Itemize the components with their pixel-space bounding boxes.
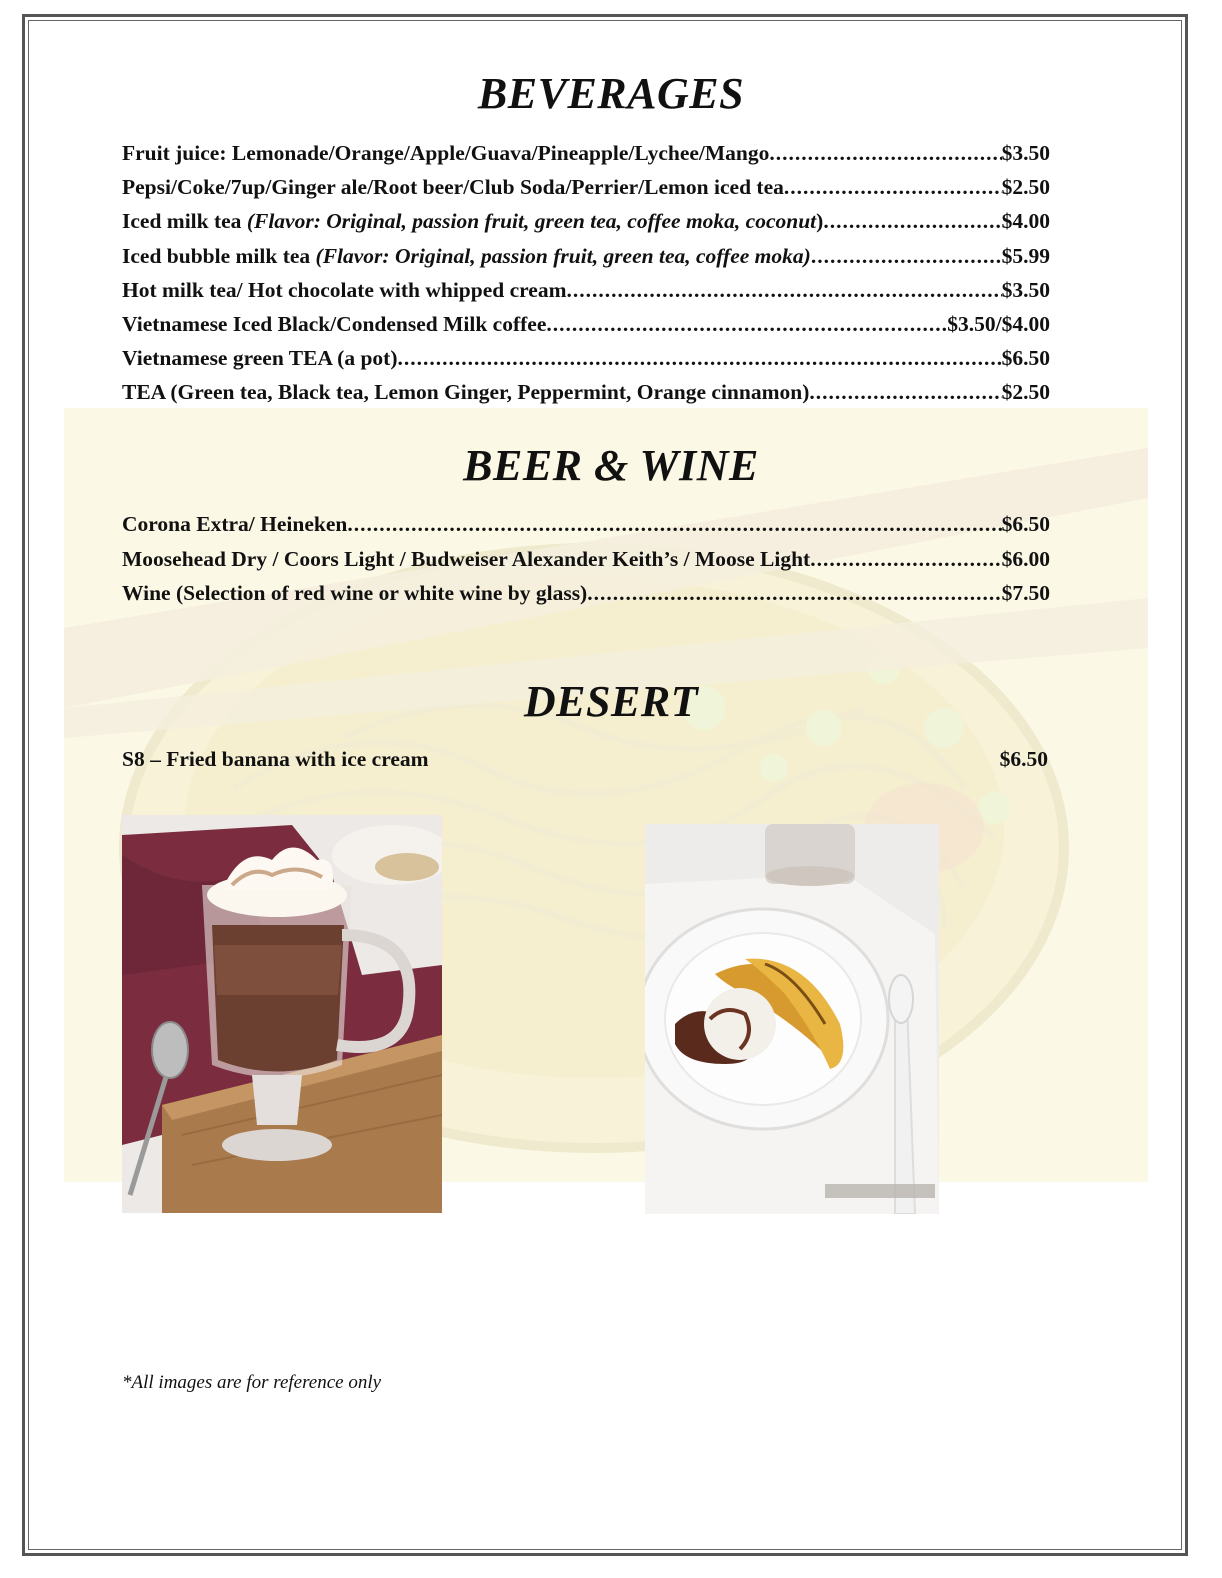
item-name: Pepsi/Coke/7up/Ginger ale/Root beer/Club Soda/Perrier/Lemon iced tea — [122, 175, 784, 199]
item-price: $4.00 — [1001, 209, 1050, 233]
menu-item-wine — [122, 581, 1050, 609]
item-suffix: ) — [816, 209, 824, 233]
leader-dots — [811, 244, 1002, 269]
item-price: $3.50 — [1001, 278, 1050, 302]
item-name: Corona Extra/ Heineken — [122, 512, 348, 536]
item-name: Wine (Selection of red wine or white wine by glass) — [122, 581, 588, 605]
leader-dots — [587, 581, 1001, 606]
item-price: $3.50/$4.00 — [947, 312, 1050, 336]
item-name: Hot milk tea/ Hot chocolate with whipped cream — [122, 278, 567, 302]
item-price: $6.00 — [1001, 547, 1050, 571]
item-price: $2.50 — [1001, 380, 1050, 404]
item-price: $5.99 — [1001, 244, 1050, 268]
menu-item-corona-heineken — [122, 512, 1050, 540]
leader-dots — [347, 512, 1001, 537]
item-flavor: (Flavor: Original, passion fruit, green tea, coffee moka) — [315, 244, 811, 268]
menu-item-vietnamese-green-tea — [122, 346, 1050, 374]
item-name: TEA (Green tea, Black tea, Lemon Ginger, Peppermint, Orange cinnamon) — [122, 380, 810, 404]
menu-item-vietnamese-coffee — [122, 312, 1050, 340]
menu-item-hot-milk-tea — [122, 278, 1050, 306]
item-name: Fruit juice: Lemonade/Orange/Apple/Guava/Pineapple/Lychee/Mango — [122, 141, 770, 165]
fried-banana-photo-icon — [645, 824, 939, 1214]
item-name-text: Iced milk tea — [122, 209, 247, 233]
menu-item-iced-bubble-milk-tea — [122, 244, 1050, 272]
item-flavor: (Flavor: Original, passion fruit, green tea, coffee moka, coconut — [246, 209, 817, 233]
item-price: $2.50 — [1001, 175, 1050, 199]
footnote: *All images are for reference only — [122, 1372, 382, 1393]
item-price: $6.50 — [1001, 346, 1050, 370]
leader-dots — [809, 380, 1001, 405]
leader-dots — [769, 141, 1001, 166]
menu-item-fried-banana — [122, 747, 1048, 775]
leader-dots — [567, 278, 1002, 303]
item-name: Vietnamese green TEA (a pot) — [122, 346, 398, 370]
menu-item-sodas — [122, 175, 1050, 203]
item-name: S8 – Fried banana with ice cream — [122, 747, 429, 771]
menu-item-beers — [122, 547, 1050, 575]
item-name — [122, 244, 811, 269]
item-name: Moosehead Dry / Coors Light / Budweiser Alexander Keith’s / Moose Light — [122, 547, 811, 571]
menu-item-iced-milk-tea — [122, 209, 1050, 237]
leader-dots — [823, 209, 1001, 234]
leader-dots — [810, 547, 1001, 572]
menu-item-fruit-juice — [122, 141, 1050, 169]
beverages-heading: BEVERAGES — [477, 69, 745, 118]
beer-wine-heading: BEER & WINE — [463, 441, 759, 490]
item-price: $6.50 — [1001, 512, 1050, 536]
item-name — [122, 209, 823, 234]
item-name-text: Iced bubble milk tea — [122, 244, 316, 268]
leader-dots — [546, 312, 947, 337]
hot-chocolate-photo-icon — [122, 815, 442, 1213]
item-price: $7.50 — [1001, 581, 1050, 605]
item-price: $3.50 — [1001, 141, 1050, 165]
item-name: Vietnamese Iced Black/Condensed Milk coffee — [122, 312, 547, 336]
leader-dots — [784, 175, 1002, 200]
menu-item-tea — [122, 380, 1050, 408]
item-price: $6.50 — [999, 747, 1048, 771]
leader-dots — [398, 346, 1002, 371]
desert-heading: DESERT — [523, 677, 699, 726]
